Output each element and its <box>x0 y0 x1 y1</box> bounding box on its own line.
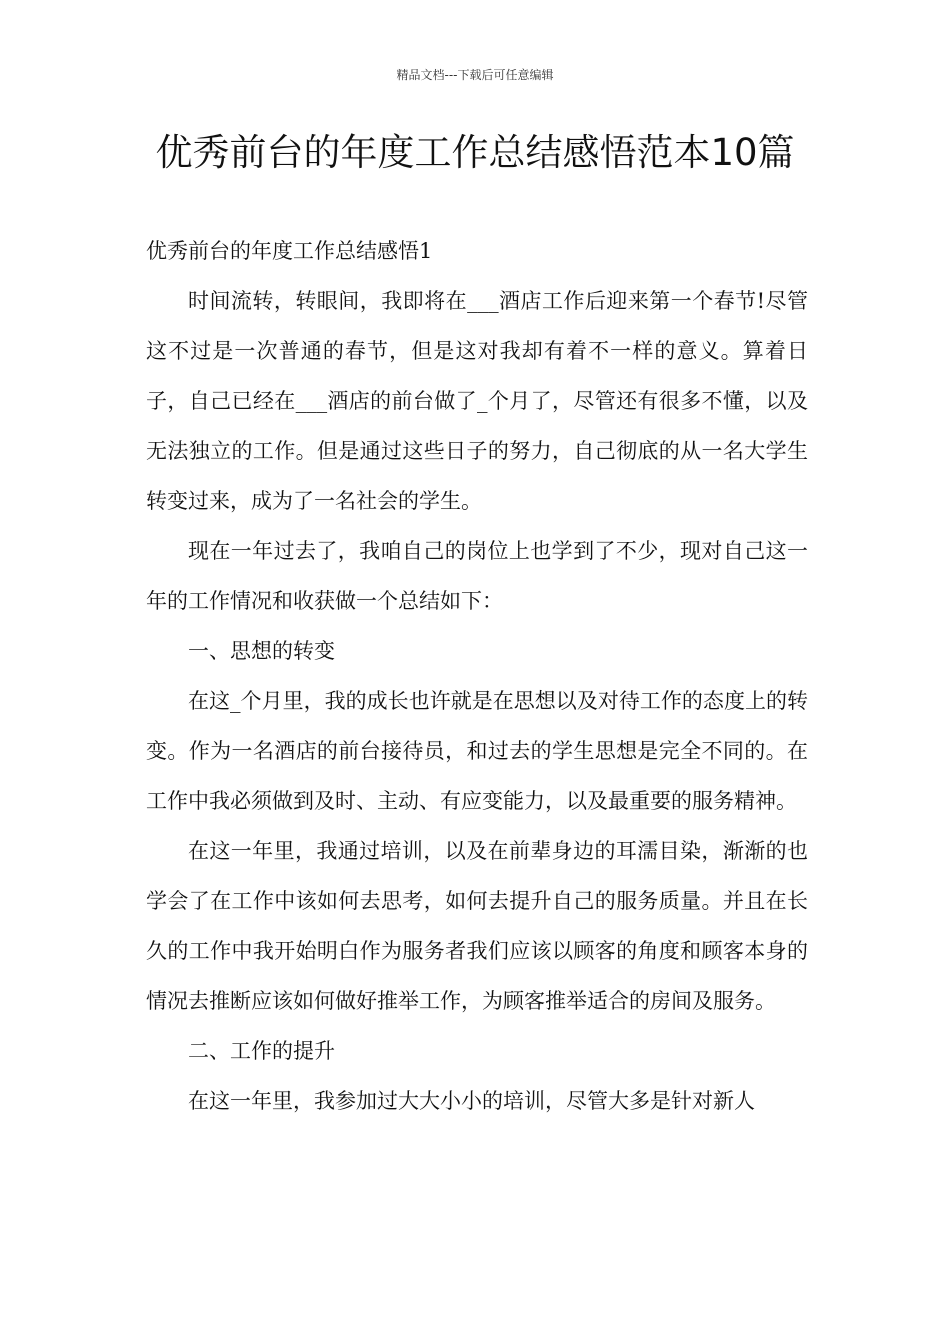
paragraph-training: 在这一年里，我通过培训，以及在前辈身边的耳濡目染，渐渐的也学会了在工作中该如何去思考，如何去提升自己的服务质量。并且在长久的工作中我开始明白作为服务者我们应该以顾客的角度和顾客本身的情况去推断应该如何做好推举工作，为顾客推举适合的房间及服务。 <box>146 839 808 1013</box>
section-subtitle: 优秀前台的年度工作总结感悟1 <box>146 239 433 263</box>
paragraph-summary: 现在一年过去了，我咱自己的岗位上也学到了不少，现对自己这一年的工作情况和收获做一个总结如下： <box>146 539 808 613</box>
document-title: 优秀前台的年度工作总结感悟范本10篇 <box>155 131 795 174</box>
document-body <box>146 226 808 1126</box>
paragraph-intro: 时间流转，转眼间，我即将在___酒店工作后迎来第一个春节!尽管这不过是一次普通的春节，但是这对我却有着不一样的意义。算着日子，自己已经在___酒店的前台做了_个月了，尽管还有很多不懂，以及无法独立的工作。但是通过这些日子的努力，自己彻底的从一名大学生转变过来，成为了一名社会的学生。 <box>146 289 808 513</box>
paragraph-mindset: 在这_个月里，我的成长也许就是在思想以及对待工作的态度上的转变。作为一名酒店的前台接待员，和过去的学生思想是完全不同的。在工作中我必须做到及时、主动、有应变能力，以及最重要的服务精神。 <box>146 689 808 813</box>
page-header: 精品文档---下载后可任意编辑 <box>396 68 554 82</box>
paragraph-improvement: 在这一年里，我参加过大大小小的培训，尽管大多是针对新人 <box>188 1089 755 1113</box>
section-heading-1: 一、思想的转变 <box>188 639 335 663</box>
section-heading-2: 二、工作的提升 <box>188 1039 335 1063</box>
